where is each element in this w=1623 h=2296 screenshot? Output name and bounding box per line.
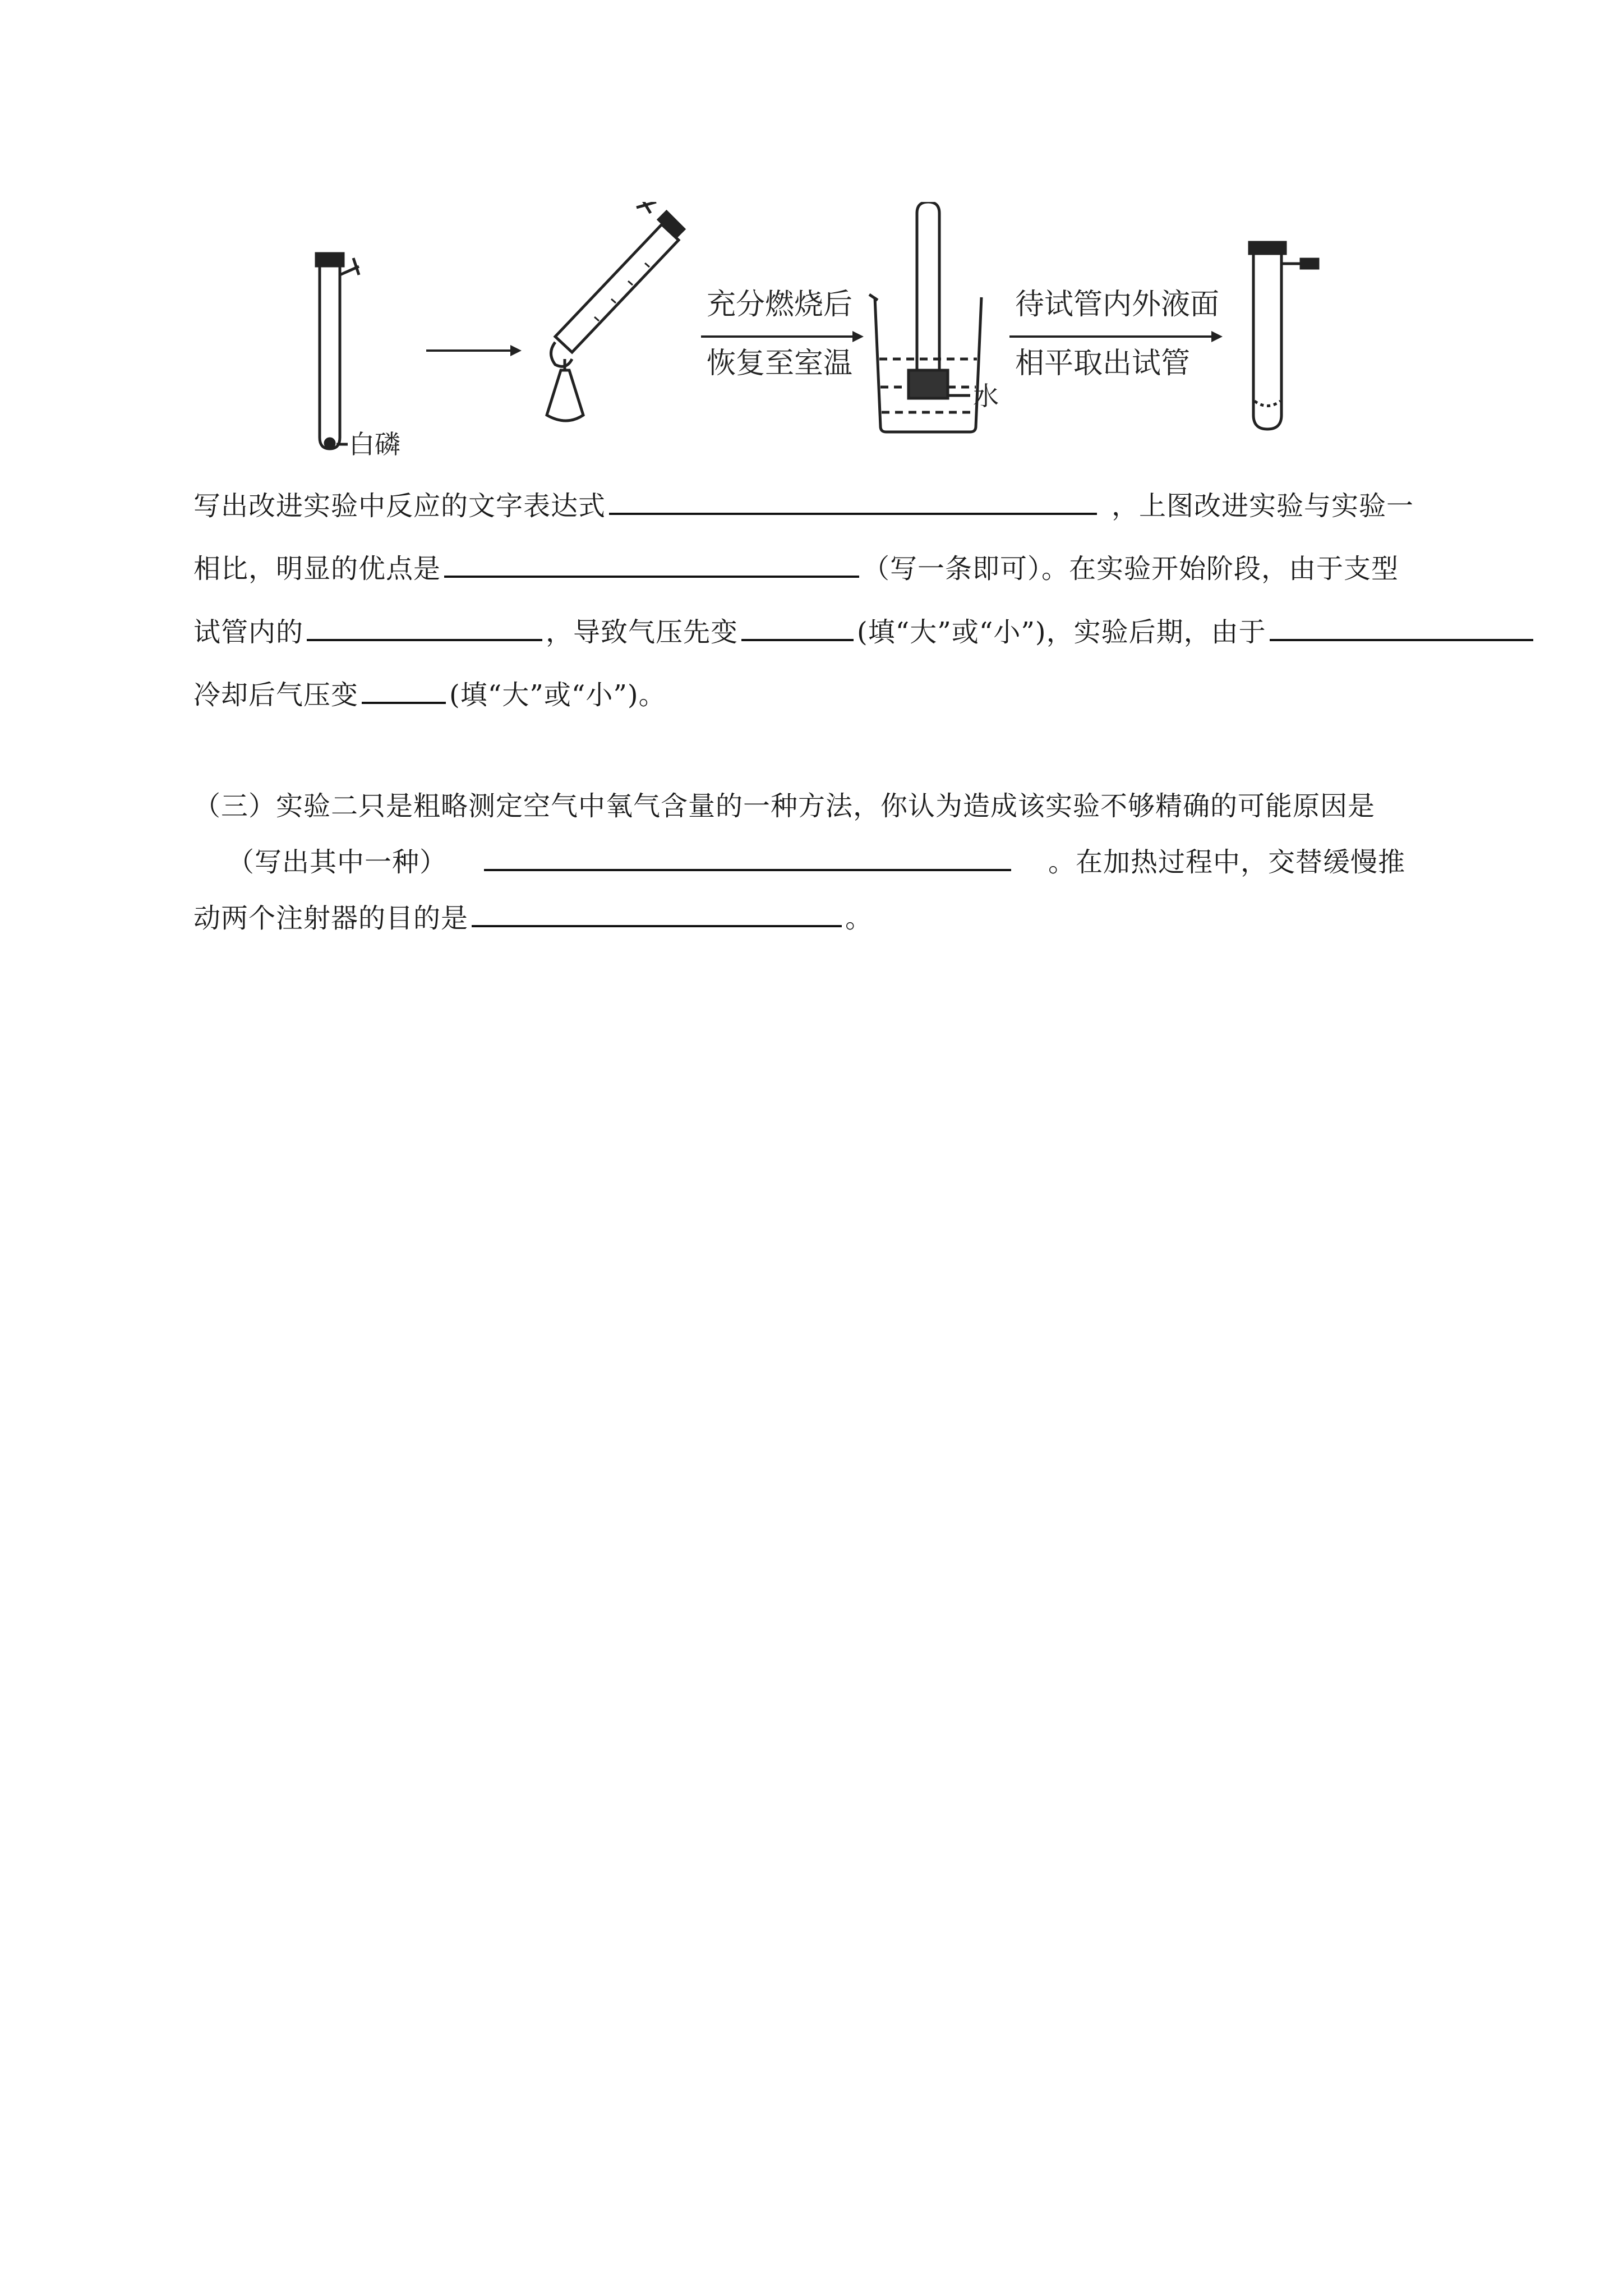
white-phosphorus-label: 白磷 (349, 429, 400, 459)
arrow1-bottom-label: 恢复至室温 (707, 347, 853, 380)
q3-line-1: （三）实验二只是粗略测定空气中氧气含量的一种方法，你认为造成该实验不够精确的可能原因是 (193, 790, 1376, 822)
arrow1-top-label: 充分燃烧后 (707, 288, 853, 321)
q2-line-2: 相比，明显的优点是 （写一条即可）。在实验开始阶段，由于支型 (193, 550, 1399, 587)
water-label: 水 (973, 381, 999, 411)
answer-blank-advantage[interactable] (444, 550, 859, 578)
answer-blank-tube-content[interactable] (307, 613, 542, 641)
answer-blank-pressure-early[interactable] (741, 613, 854, 641)
heated-test-tube-icon (547, 202, 684, 421)
arrow-icon (701, 331, 864, 342)
arrow-icon (426, 345, 522, 356)
final-test-tube-icon (1249, 242, 1318, 429)
q2-line-4: 冷却后气压变 (填“大”或“小”)。 (193, 676, 666, 713)
experiment-diagram (292, 202, 1380, 460)
q2-line-3: 试管内的 ，导致气压先变 (填“大”或“小”)，实验后期，由于 (193, 613, 1537, 650)
answer-blank-pressure-late[interactable] (362, 676, 446, 704)
side-arm-test-tube-icon (316, 254, 359, 449)
beaker-icon (869, 202, 981, 432)
answer-blank-word-equation[interactable] (609, 487, 1097, 515)
arrow2-top-label: 待试管内外液面 (1015, 288, 1220, 321)
q2-line-1: 写出改进实验中反应的文字表达式 ，上图改进实验与实验一 (193, 487, 1414, 524)
q3-line-3: 动两个注射器的目的是 。 (193, 899, 873, 936)
arrow2-bottom-label: 相平取出试管 (1015, 347, 1191, 380)
q3-line-2: （写出其中一种） 。在加热过程中，交替缓慢推 (227, 843, 1405, 880)
answer-blank-inaccuracy-reason[interactable] (484, 843, 1011, 871)
answer-blank-syringe-purpose[interactable] (472, 899, 842, 927)
arrow-icon (1009, 331, 1223, 342)
answer-blank-later-reason[interactable] (1270, 613, 1533, 641)
